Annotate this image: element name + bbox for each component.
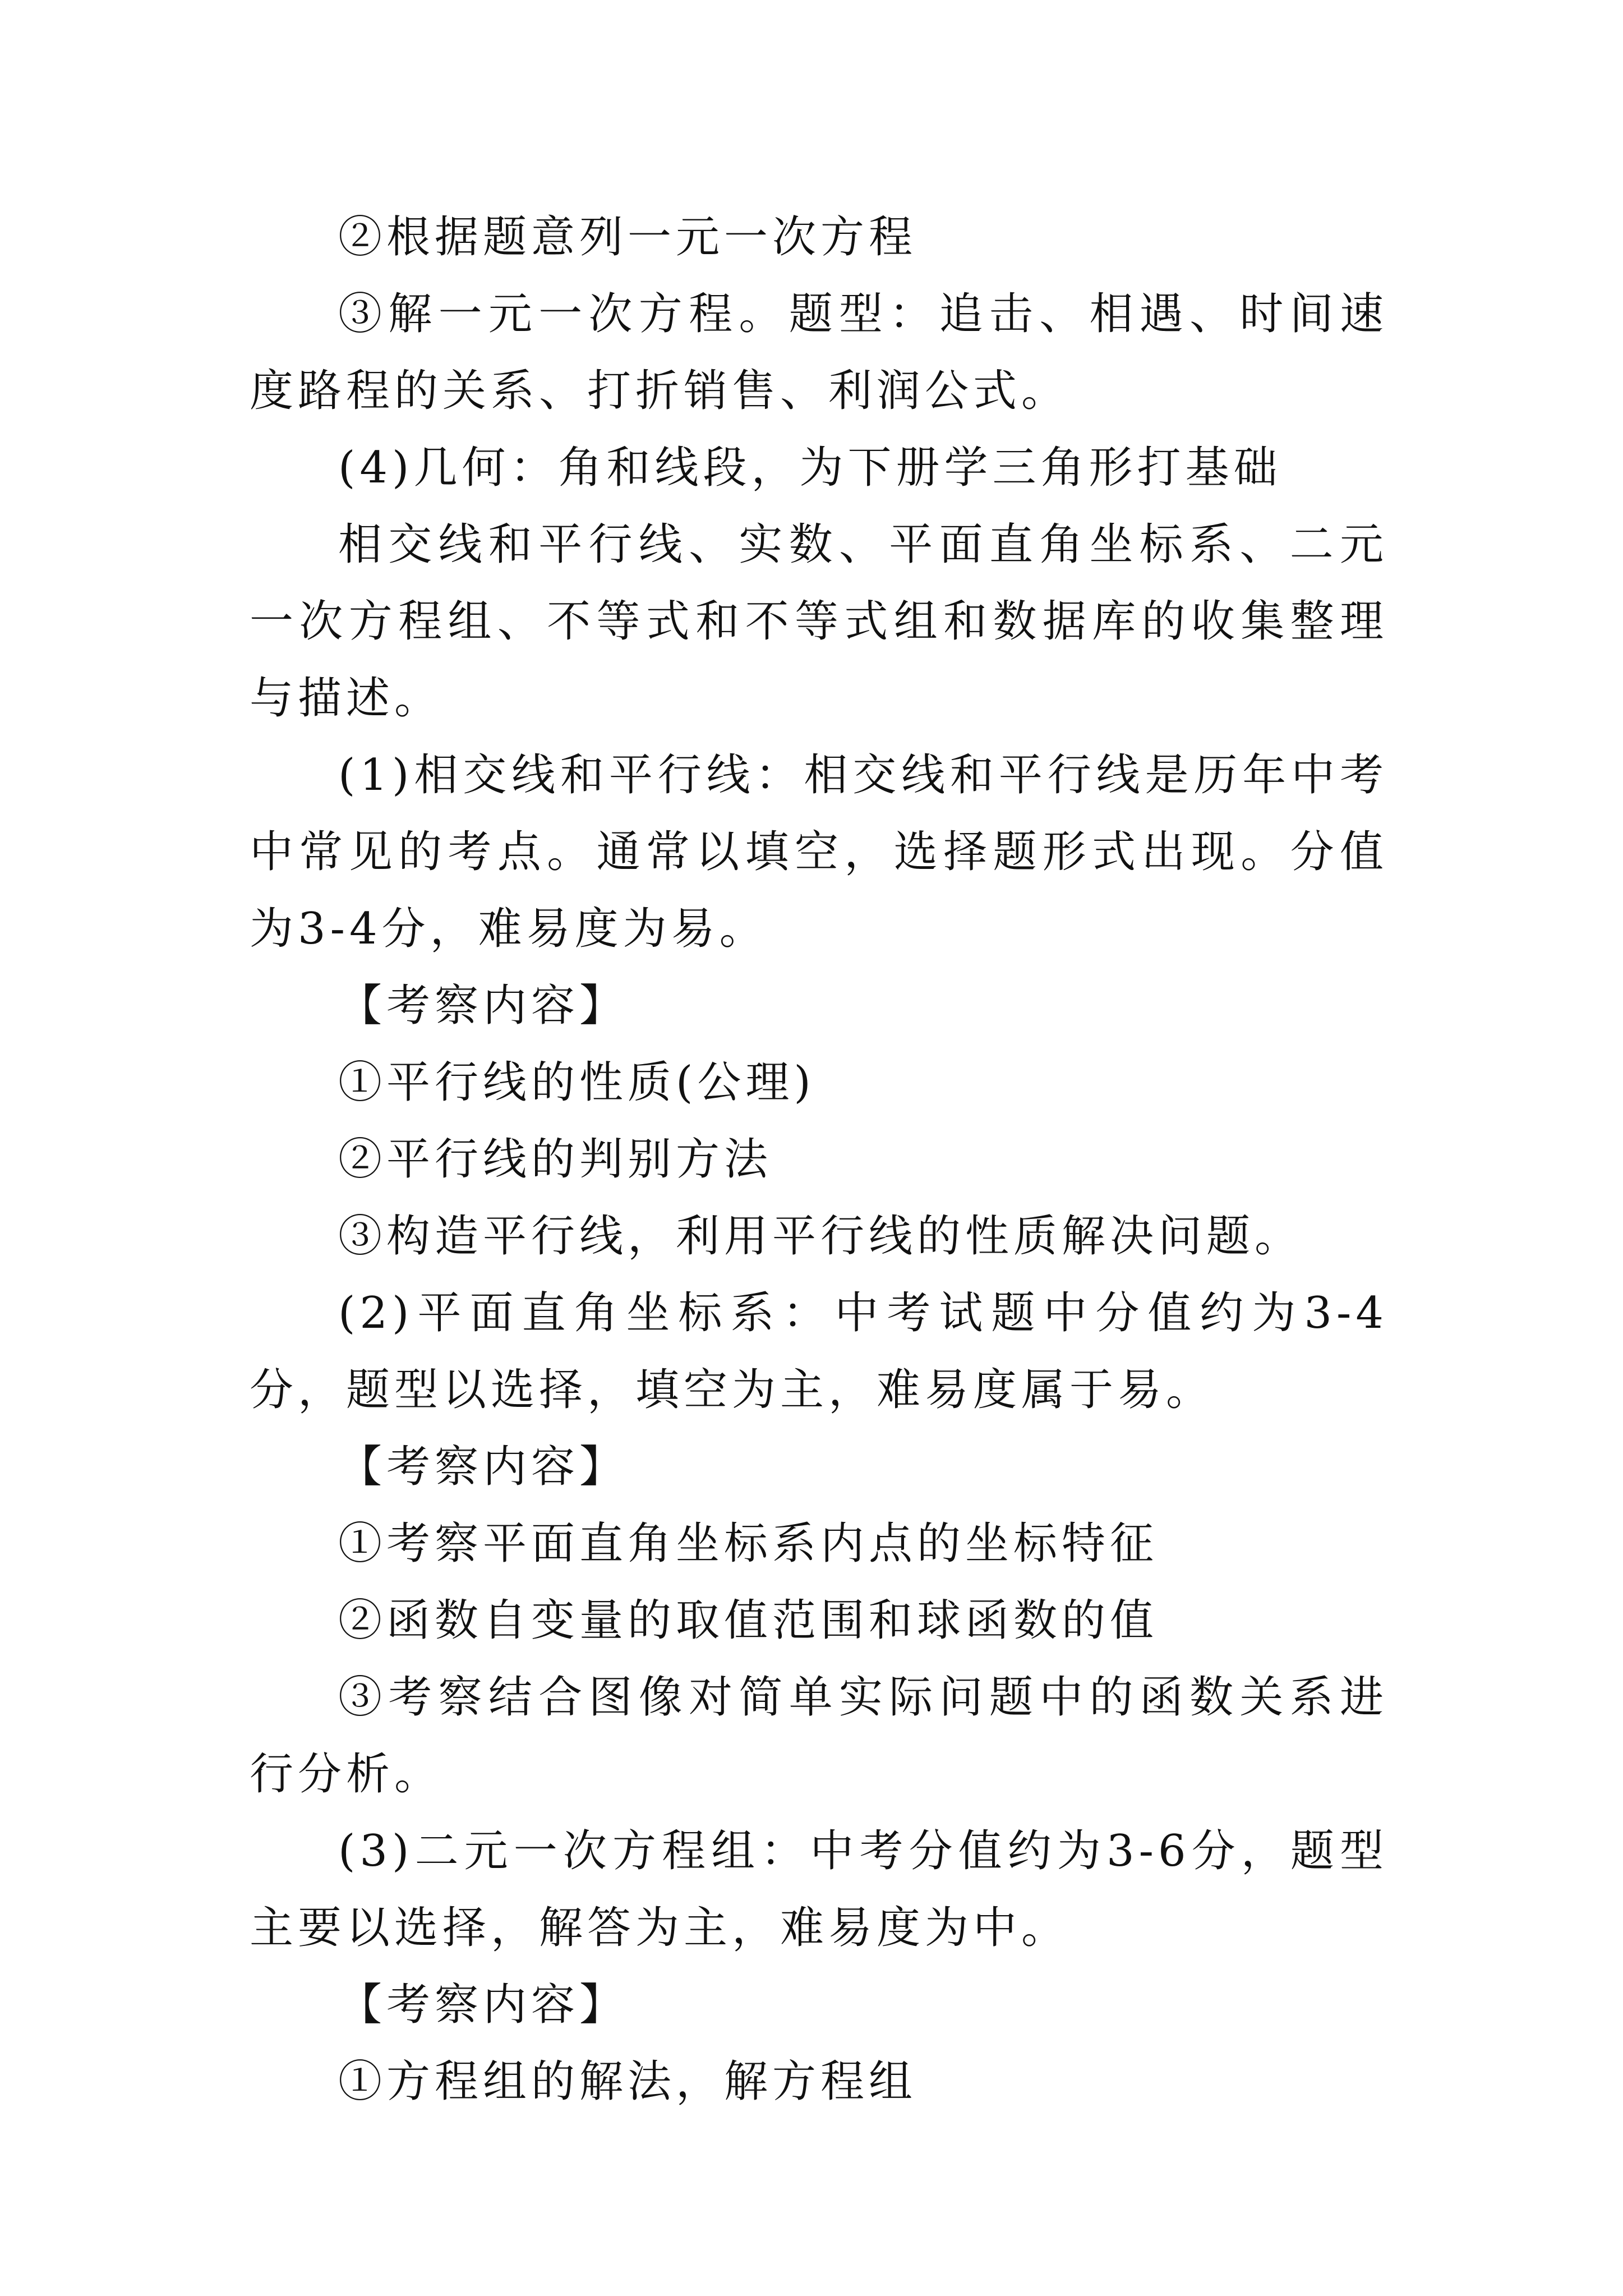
paragraph: ③考察结合图像对简单实际问题中的函数关系进行分析。 — [250, 1672, 1388, 1800]
paragraph: ①方程组的解法，解方程组 — [338, 2056, 917, 2107]
document-body — [250, 199, 1388, 2120]
section-heading: 【考察内容】 — [338, 981, 628, 1031]
paragraph: ②平行线的判别方法 — [338, 1134, 773, 1185]
section-heading: 【考察内容】 — [338, 1442, 628, 1492]
paragraph: ②函数自变量的取值范围和球函数的值 — [338, 1595, 1159, 1646]
paragraph: (2)平面直角坐标系：中考试题中分值约为3-4分，题型以选择，填空为主，难易度属于易。 — [250, 1288, 1388, 1415]
paragraph: ①平行线的性质(公理) — [338, 1057, 815, 1108]
paragraph: ②根据题意列一元一次方程 — [338, 212, 917, 263]
paragraph: (4)几何：角和线段，为下册学三角形打基础 — [338, 443, 1282, 493]
paragraph: ①考察平面直角坐标系内点的坐标特征 — [338, 1519, 1159, 1569]
paragraph: ③解一元一次方程。题型：追击、相遇、时间速度路程的关系、打折销售、利润公式。 — [250, 289, 1388, 416]
section-heading: 【考察内容】 — [338, 1980, 628, 2030]
paragraph: 相交线和平行线、实数、平面直角坐标系、二元一次方程组、不等式和不等式组和数据库的收集整理与描述。 — [250, 519, 1388, 724]
paragraph: ③构造平行线，利用平行线的性质解决问题。 — [338, 1211, 1303, 1262]
paragraph: (3)二元一次方程组：中考分值约为3-6分，题型主要以选择，解答为主，难易度为中。 — [250, 1826, 1388, 1953]
paragraph: (1)相交线和平行线：相交线和平行线是历年中考中常见的考点。通常以填空，选择题形式出现。分值为3-4分，难易度为易。 — [250, 750, 1388, 954]
